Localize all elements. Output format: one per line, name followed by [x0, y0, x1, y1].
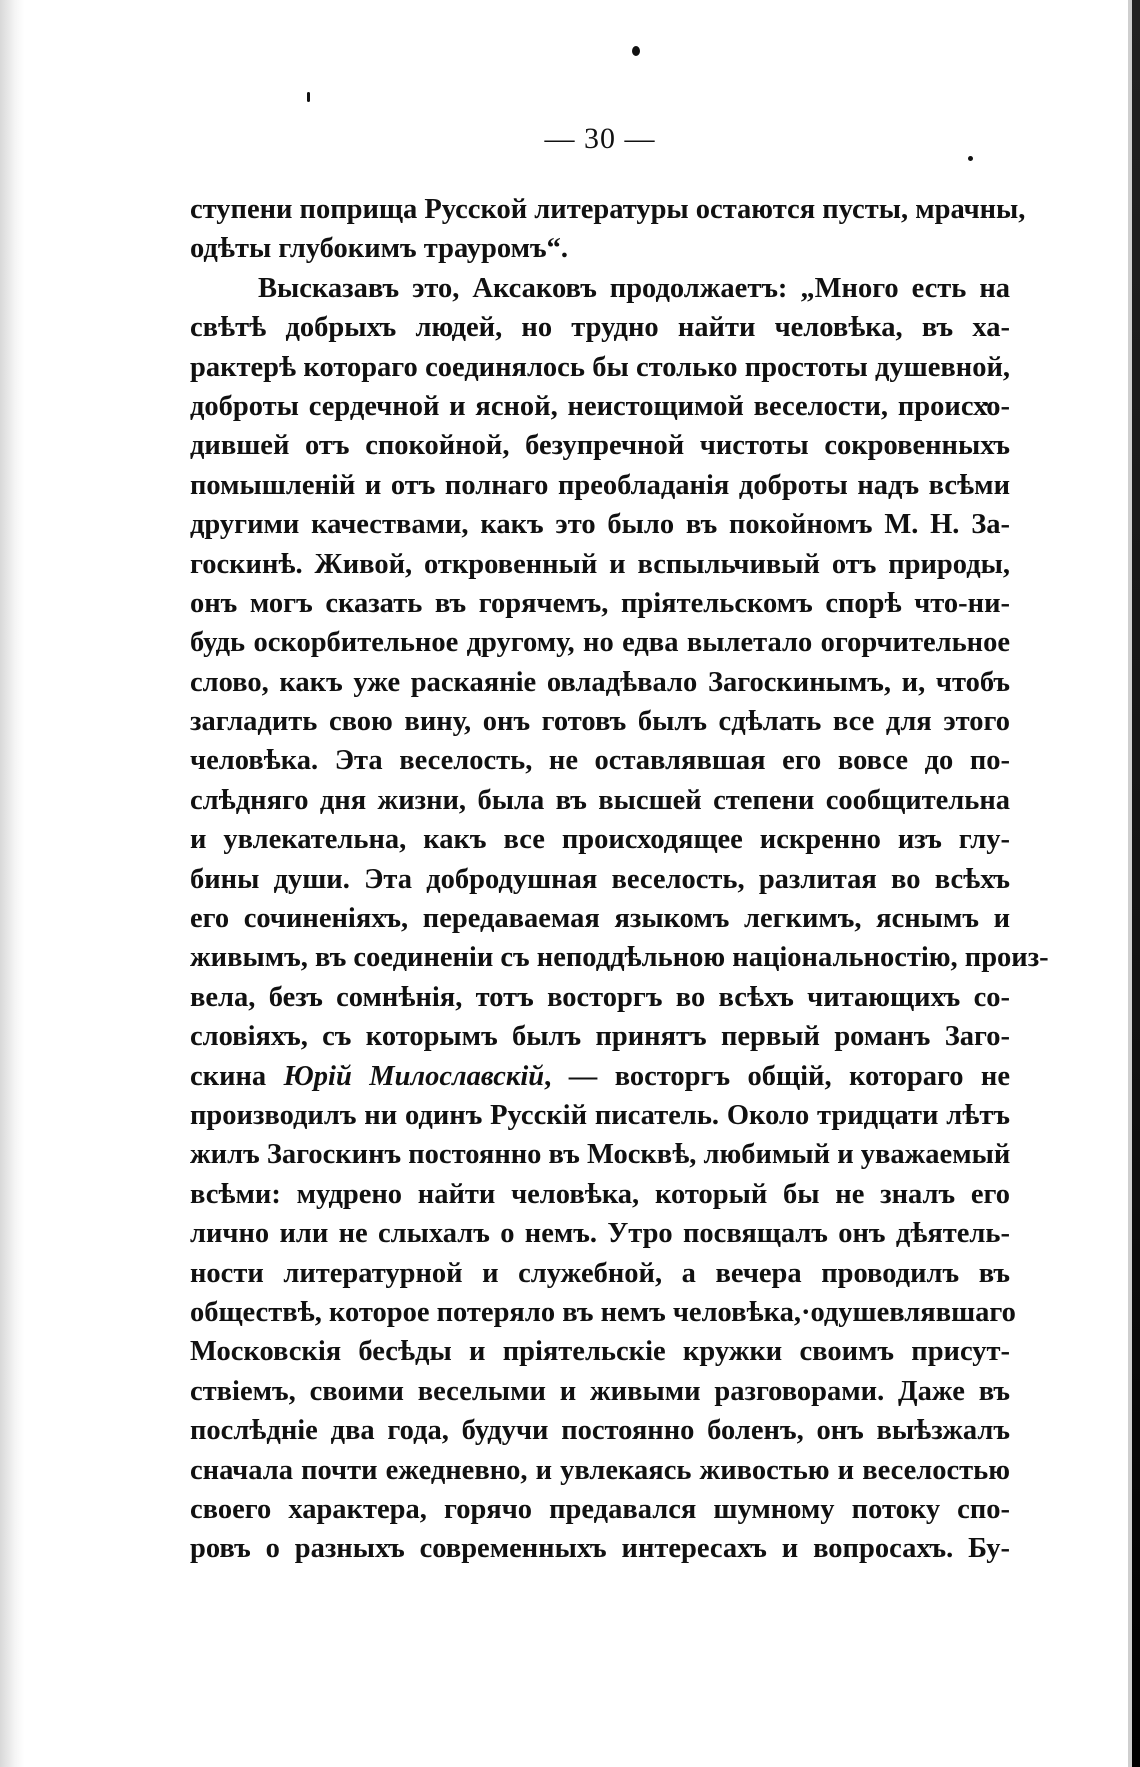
text-line: одѣты глубокимъ трауромъ“. — [190, 233, 569, 265]
text-line: слово, какъ уже раскаяніе овладѣвало Загоскинымъ, и, чтобъ — [190, 666, 1010, 698]
page-number: — 30 — — [544, 122, 656, 155]
text-line: жилъ Загоскинъ постоянно въ Москвѣ, любимый и уважаемый — [190, 1139, 1011, 1171]
text-line: своего характера, горячо предавался шумному потоку спо- — [190, 1493, 1010, 1525]
text-line: помышленій и отъ полнаго преобладанія доброты надъ всѣми — [190, 469, 1010, 501]
text-line: онъ могъ сказать въ горячемъ, пріятельскомъ спорѣ что-ни- — [190, 587, 1010, 619]
text-line: ровъ о разныхъ современныхъ интересахъ и вопросахъ. Бу- — [190, 1533, 1010, 1565]
text-fragment: , — восторгъ общій, котораго не — [544, 1060, 1011, 1092]
text-line: Московскія бесѣды и пріятельскіе кружки своимъ присут- — [190, 1336, 1010, 1368]
text-line: живымъ, въ соединеніи съ неподдѣльною національностію, произ- — [190, 942, 1049, 974]
novel-title: Юрій Милославскій — [283, 1060, 545, 1092]
text-line: сначала почти ежедневно, и увлекаясь живостью и веселостью — [190, 1454, 1010, 1486]
text-line: обществѣ, которое потеряло въ немъ человѣка,·одушевлявшаго — [190, 1296, 1016, 1328]
text-line: будь оскорбительное другому, но едва вылетало огорчительное — [190, 627, 1010, 659]
text-line-with-title — [190, 1057, 1010, 1096]
text-line: Высказавъ это, Аксаковъ продолжаетъ: „Много есть на — [258, 272, 1010, 304]
ink-speck — [632, 46, 640, 56]
text-line: слѣдняго дня жизни, была въ высшей степени сообщительна — [190, 784, 1010, 816]
page-edge-border — [1132, 0, 1140, 1767]
text-line: ности литературной и служебной, а вечера проводилъ въ — [190, 1257, 1010, 1289]
text-line: послѣдніе два года, будучи постоянно боленъ, онъ выѣзжалъ — [190, 1415, 1010, 1447]
text-line: госкинѣ. Живой, откровенный и вспыльчивый отъ природы, — [190, 548, 1010, 580]
text-line: ступени поприща Русской литературы остаются пусты, мрачны, — [190, 194, 1026, 225]
ink-speck — [968, 156, 973, 161]
text-line: другими качествами, какъ это было въ покойномъ М. Н. За- — [190, 509, 1010, 541]
text-line: дившей отъ спокойной, безупречной чистоты сокровенныхъ — [190, 430, 1010, 462]
text-line: загладить свою вину, онъ готовъ былъ сдѣлать все для этого — [190, 706, 1010, 738]
text-line: вела, безъ сомнѣнія, тотъ восторгъ во всѣхъ читающихъ со- — [190, 981, 1010, 1013]
ink-speck — [307, 92, 310, 102]
text-line: бины души. Эта добродушная веселость, разлитая во всѣхъ — [190, 863, 1010, 895]
text-line: и увлекательна, какъ все происходящее искренно изъ глу- — [190, 824, 1010, 856]
text-line: словіяхъ, съ которымъ былъ принятъ первый романъ Заго- — [190, 1021, 1010, 1053]
text-line: всѣми: мудрено найти человѣка, который бы не зналъ его — [190, 1178, 1010, 1210]
body-text — [190, 190, 1049, 1569]
text-line: лично или не слыхалъ о немъ. Утро посвящалъ онъ дѣятель- — [190, 1218, 1010, 1250]
text-fragment: скина — [190, 1060, 267, 1092]
text-line: свѣтѣ добрыхъ людей, но трудно найти человѣка, въ ха- — [190, 312, 1010, 344]
text-line: ствіемъ, своими веселыми и живыми разговорами. Даже въ — [190, 1375, 1010, 1407]
text-line: доброты сердечной и ясной, неистощимой веселости, происхо- — [190, 390, 1010, 422]
text-line: его сочиненіяхъ, передаваемая языкомъ легкимъ, яснымъ и — [190, 903, 1010, 935]
text-line: рактерѣ котораго соединялось бы столько простоты душевной, — [190, 351, 1010, 383]
text-line: человѣка. Эта веселость, не оставлявшая его вовсе до по- — [190, 745, 1010, 777]
text-line: производилъ ни одинъ Русскій писатель. Около тридцати лѣтъ — [190, 1099, 1010, 1131]
binding-shadow — [0, 0, 24, 1767]
